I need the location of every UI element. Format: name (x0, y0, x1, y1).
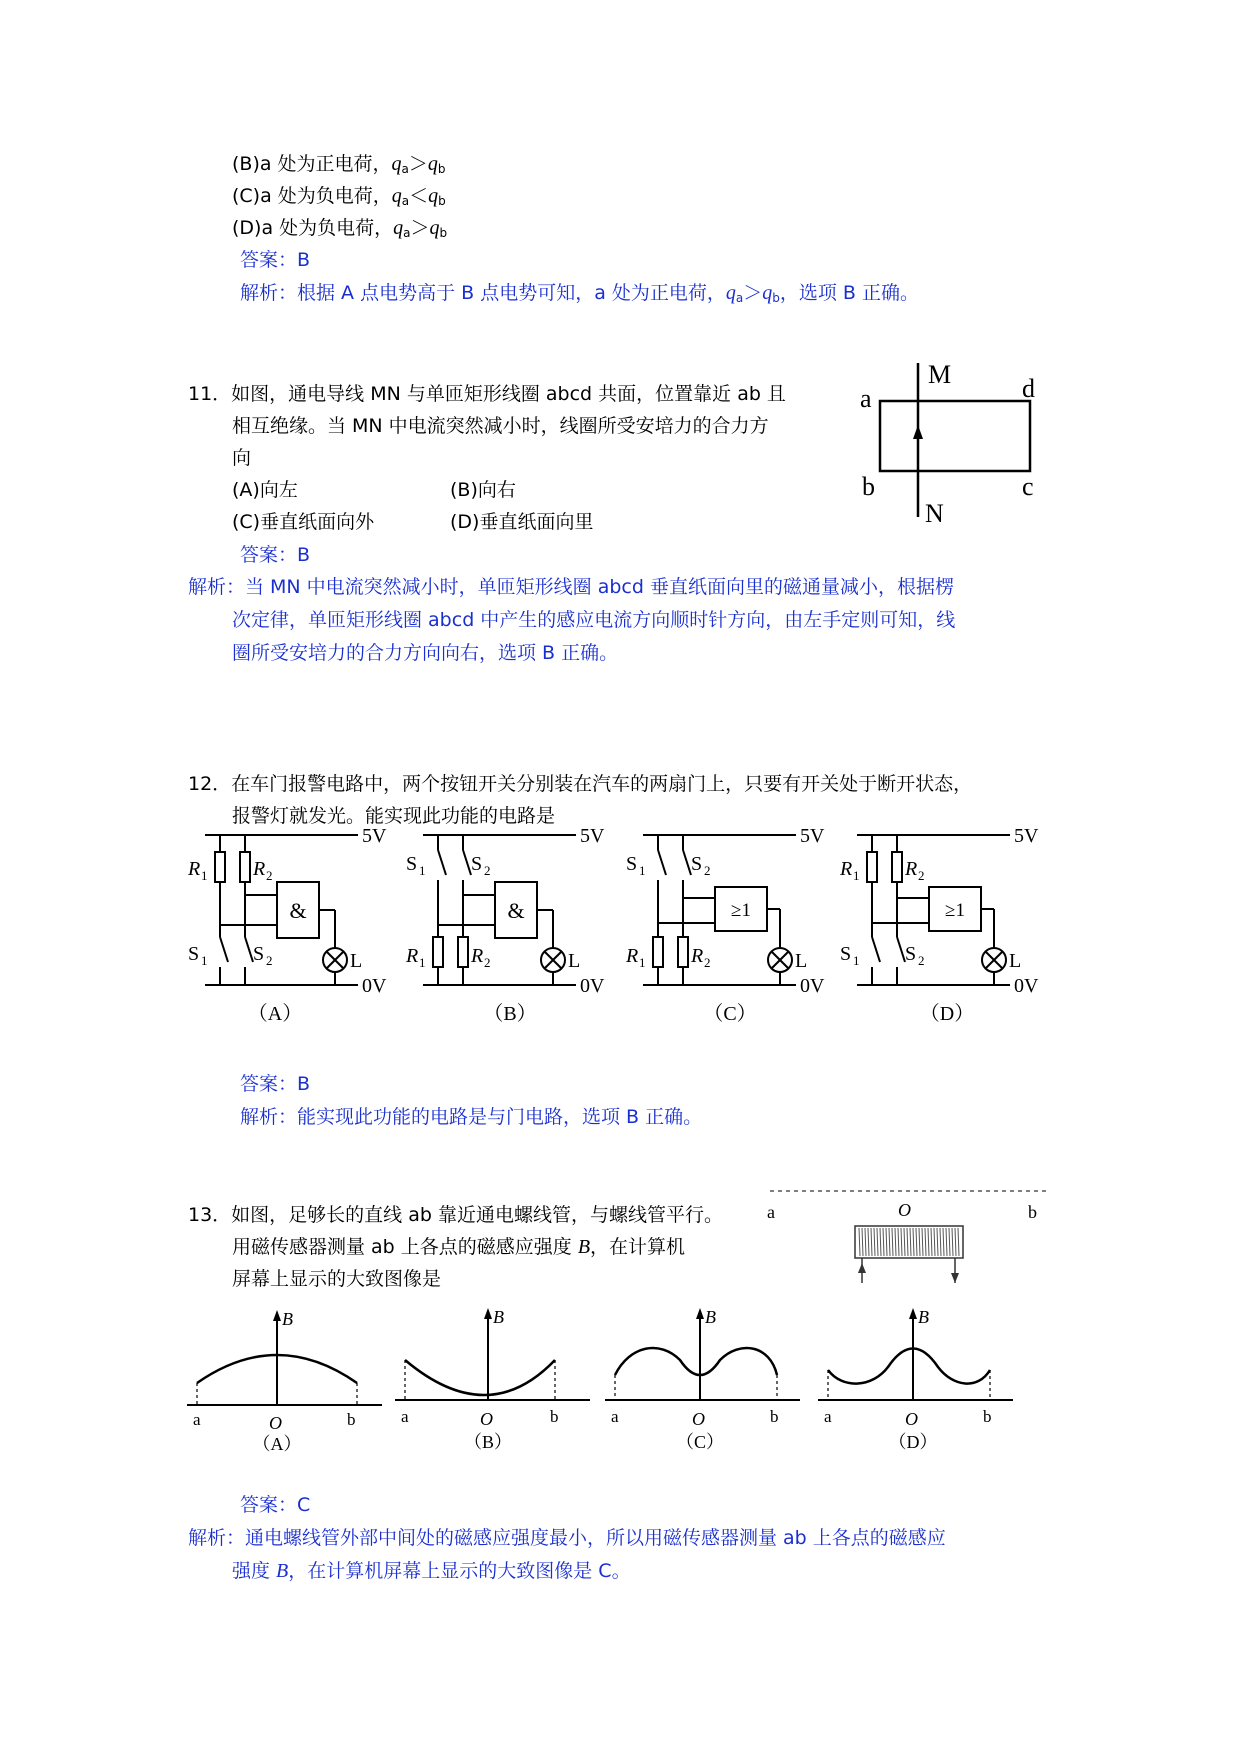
svg-text:a: a (611, 1407, 619, 1426)
q10-option-b: (B)a 处为正电荷，$q_a>q_b$ (232, 153, 446, 176)
svg-text:1: 1 (201, 953, 208, 968)
svg-text:R: R (905, 858, 918, 880)
q12-answer: 答案：B (240, 1073, 311, 1095)
svg-text:2: 2 (918, 868, 925, 883)
svg-text:B: B (493, 1307, 504, 1327)
svg-text:0V: 0V (362, 975, 387, 997)
q11-option-b: (B)向右 (450, 479, 516, 501)
q11-stem-line2: 相互绝缘。当 MN 中电流突然减小时，线圈所受安培力的合力方 (232, 415, 769, 437)
graph-a (187, 1305, 387, 1455)
q11-stem-line3: 向 (232, 447, 252, 469)
svg-text:B: B (918, 1307, 929, 1327)
svg-text:5V: 5V (580, 825, 605, 847)
arrow-down-icon (951, 1273, 959, 1283)
svg-text:2: 2 (266, 868, 273, 883)
svg-text:2: 2 (484, 955, 491, 970)
graph-c-label: （C） (675, 1432, 725, 1452)
svg-text:S: S (626, 853, 638, 875)
svg-text:L: L (350, 950, 363, 972)
graph-b (395, 1305, 595, 1455)
svg-text:O: O (480, 1409, 493, 1429)
svg-text:L: L (568, 950, 581, 972)
label-a: a (860, 384, 872, 413)
svg-text:5V: 5V (362, 825, 387, 847)
q13-stem-line2: 用磁传感器测量 ab 上各点的磁感应强度 B，在计算机 (232, 1236, 686, 1258)
svg-text:B: B (705, 1307, 716, 1327)
q13-stem-line3: 屏幕上显示的大致图像是 (232, 1268, 442, 1290)
svg-text:S: S (840, 943, 852, 965)
q10-analysis: 解析：根据 A 点电势高于 B 点电势可知，a 处为正电荷，$q_a>q_b$，选项 B 正确。 (240, 282, 919, 305)
arrow-up-icon (858, 1263, 866, 1273)
svg-text:5V: 5V (1014, 825, 1039, 847)
svg-text:1: 1 (419, 863, 426, 878)
gate-symbol: & (507, 898, 525, 923)
svg-text:R: R (471, 945, 484, 967)
svg-text:a: a (824, 1407, 832, 1426)
svg-text:S: S (471, 853, 483, 875)
graph-a-label: （A） (252, 1434, 302, 1454)
label-m: M (928, 360, 952, 389)
svg-text:L: L (1009, 950, 1022, 972)
circuit-b (398, 825, 628, 1030)
q13-analysis-line2: 强度 B，在计算机屏幕上显示的大致图像是 C。 (232, 1560, 631, 1582)
q13-answer: 答案：C (240, 1494, 311, 1516)
graph-d (818, 1305, 1018, 1455)
svg-text:R: R (253, 858, 266, 880)
current-arrow-icon (913, 425, 923, 439)
svg-text:2: 2 (704, 863, 711, 878)
svg-text:O: O (905, 1409, 918, 1429)
q13-solenoid-figure (765, 1183, 1065, 1293)
svg-text:S: S (188, 943, 200, 965)
svg-text:O: O (898, 1200, 911, 1220)
svg-text:O: O (269, 1413, 282, 1433)
graph-c (605, 1305, 805, 1455)
graph-b-label: （B） (463, 1432, 513, 1452)
label-c: c (1022, 472, 1034, 501)
q11-analysis-line1: 解析：当 MN 中电流突然减小时，单匝矩形线圈 abcd 垂直纸面向里的磁通量减小，根据楞 (188, 576, 954, 598)
svg-text:S: S (905, 943, 917, 965)
q13-analysis-line1: 解析：通电螺线管外部中间处的磁感应强度最小，所以用磁传感器测量 ab 上各点的磁感应 (188, 1527, 946, 1549)
svg-text:b: b (983, 1407, 992, 1426)
svg-text:1: 1 (853, 868, 860, 883)
svg-text:a: a (401, 1407, 409, 1426)
circuit-c-label: （C） (703, 1003, 757, 1025)
label-b: b (862, 472, 875, 501)
svg-text:1: 1 (853, 953, 860, 968)
svg-text:1: 1 (639, 955, 646, 970)
coil-rectangle (880, 401, 1030, 471)
circuit-a-label: （A） (247, 1003, 303, 1025)
circuit-d (832, 825, 1062, 1030)
q13-stem-line1: 13．如图，足够长的直线 ab 靠近通电螺线管，与螺线管平行。 (188, 1204, 723, 1226)
svg-text:2: 2 (918, 953, 925, 968)
circuit-d-label: （D） (919, 1003, 975, 1025)
gate-symbol: ≥1 (731, 900, 751, 921)
label-d: d (1022, 374, 1035, 403)
label-n: N (925, 499, 944, 528)
svg-text:S: S (691, 853, 703, 875)
q12-analysis: 解析：能实现此功能的电路是与门电路，选项 B 正确。 (240, 1106, 703, 1128)
svg-text:1: 1 (201, 868, 208, 883)
q11-option-c: (C)垂直纸面向外 (232, 511, 375, 533)
q11-analysis-line2: 次定律，单匝矩形线圈 abcd 中产生的感应电流方向顺时针方向，由左手定则可知，线 (232, 609, 956, 631)
q11-stem-line1: 11．如图，通电导线 MN 与单匝矩形线圈 abcd 共面，位置靠近 ab 且 (188, 383, 786, 405)
svg-text:b: b (1028, 1202, 1037, 1222)
svg-text:L: L (795, 950, 808, 972)
circuit-b-label: （B） (483, 1003, 537, 1025)
svg-text:1: 1 (639, 863, 646, 878)
q12-stem-line1: 12．在车门报警电路中，两个按钮开关分别装在汽车的两扇门上，只要有开关处于断开状态， (188, 773, 973, 795)
svg-text:R: R (626, 945, 639, 967)
svg-text:0V: 0V (1014, 975, 1039, 997)
svg-text:b: b (770, 1407, 779, 1426)
circuit-c (618, 825, 848, 1030)
q10-option-d: (D)a 处为负电荷，$q_a>q_b$ (232, 217, 448, 240)
svg-text:S: S (253, 943, 265, 965)
svg-text:R: R (188, 858, 201, 880)
svg-text:a: a (193, 1410, 201, 1429)
circuit-a (180, 825, 410, 1030)
svg-text:b: b (347, 1410, 356, 1429)
svg-text:R: R (406, 945, 419, 967)
q11-answer: 答案：B (240, 544, 311, 566)
svg-text:5V: 5V (800, 825, 825, 847)
svg-text:B: B (282, 1309, 293, 1329)
svg-text:2: 2 (704, 955, 711, 970)
svg-text:R: R (840, 858, 853, 880)
svg-text:R: R (691, 945, 704, 967)
q12-stem-line2: 报警灯就发光。能实现此功能的电路是 (232, 805, 556, 827)
svg-text:S: S (406, 853, 418, 875)
svg-text:a: a (767, 1202, 775, 1222)
svg-text:2: 2 (484, 863, 491, 878)
svg-text:0V: 0V (800, 975, 825, 997)
q11-coil-figure (850, 355, 1050, 530)
q11-option-a: (A)向左 (232, 479, 298, 501)
q10-answer: 答案：B (240, 249, 311, 271)
svg-text:1: 1 (419, 955, 426, 970)
svg-text:2: 2 (266, 953, 273, 968)
svg-text:b: b (550, 1407, 559, 1426)
q10-option-c: (C)a 处为负电荷，$q_a<q_b$ (232, 185, 446, 208)
q11-analysis-line3: 圈所受安培力的合力方向向右，选项 B 正确。 (232, 642, 619, 664)
gate-symbol: ≥1 (945, 900, 965, 921)
svg-text:O: O (692, 1409, 705, 1429)
graph-d-label: （D） (888, 1432, 938, 1452)
q11-option-d: (D)垂直纸面向里 (450, 511, 594, 533)
svg-text:0V: 0V (580, 975, 605, 997)
gate-symbol: & (289, 898, 307, 923)
